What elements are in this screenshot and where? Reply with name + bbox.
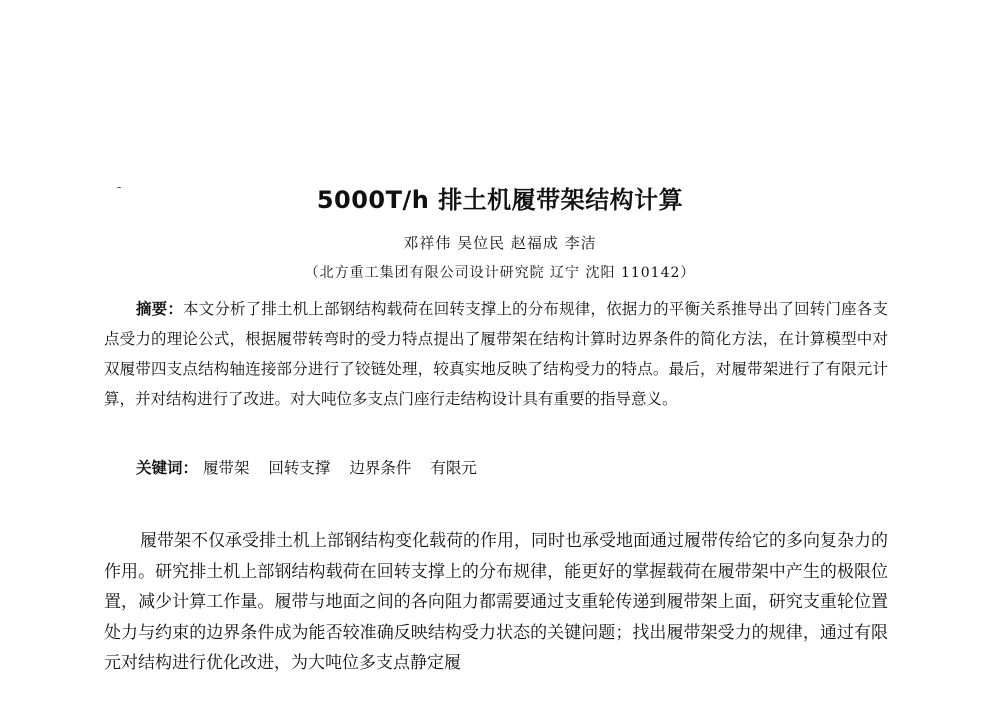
- stray-mark: -: [117, 180, 122, 194]
- keyword-item: 边界条件: [349, 459, 412, 477]
- abstract-paragraph: [104, 294, 888, 414]
- keywords-line: [136, 456, 491, 480]
- paper-affiliation: （北方重工集团有限公司设计研究院 辽宁 沈阳 110142）: [304, 265, 696, 281]
- paper-title: 5000T/h 排土机履带架结构计算: [316, 186, 684, 214]
- body-paragraph: 履带架不仅承受排土机上部钢结构变化载荷的作用，同时也承受地面通过履带传给它的多向复杂力的作用。研究排土机上部钢结构载荷在回转支撑上的分布规律，能更好的掌握载荷在履带架中产生的极限位置，减少计算工作量。履带与地面之间的各向阻力都需要通过支重轮传递到履带架上面，研究支重轮位置处力与约束的边界条件成为能否较准确反映结构受力状态的关键问题；找出履带架受力的规律，通过有限元对结构进行优化改进，为大吨位多支点静定履: [104, 531, 888, 673]
- paper-authors: 邓祥伟 吴位民 赵福成 李洁: [403, 234, 597, 252]
- abstract-label: 摘要：: [136, 300, 184, 318]
- keyword-item: 回转支撑: [268, 459, 331, 477]
- keyword-item: 履带架: [202, 459, 250, 477]
- keyword-item: 有限元: [430, 459, 477, 477]
- abstract-text: 本文分析了排土机上部钢结构载荷在回转支撑上的分布规律，依据力的平衡关系推导出了回转门座各支点受力的理论公式，根据履带转弯时的受力特点提出了履带架在结构计算时边界条件的简化方法，在计算模型中对双履带四支点结构轴连接部分进行了铰链处理，较真实地反映了结构受力的特点。最后，对履带架进行了有限元计算，并对结构进行了改进。对大吨位多支点门座行走结构设计具有重要的指导意义。: [104, 300, 888, 408]
- keywords-label: 关键词：: [136, 459, 199, 477]
